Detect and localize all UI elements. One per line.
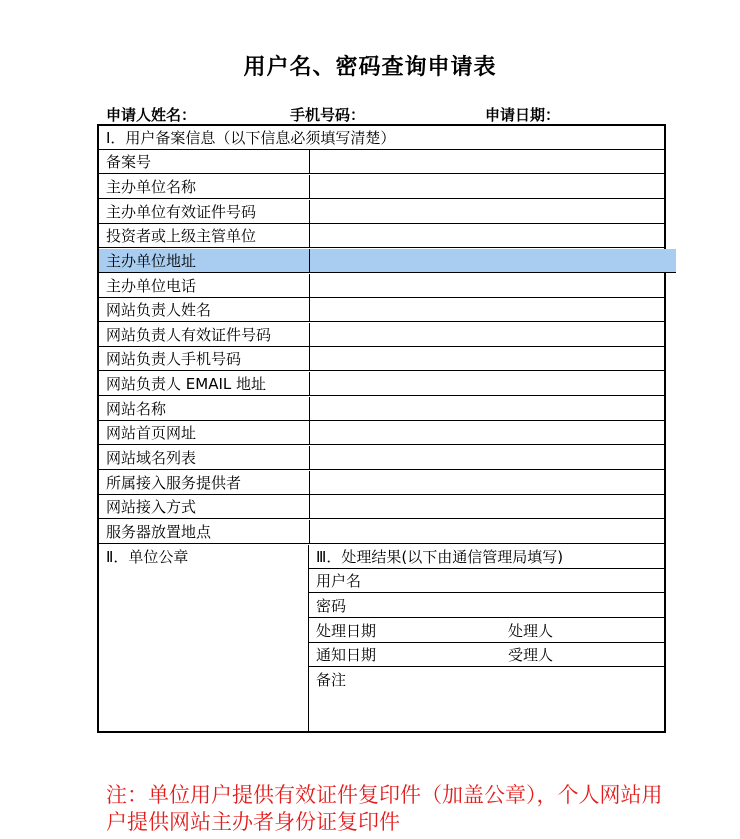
form-row-manager-email[interactable] (99, 372, 664, 396)
form-row-server-location[interactable] (99, 520, 664, 544)
form-row-organizer-address-selected[interactable] (99, 249, 676, 273)
result-row-remarks[interactable] (309, 668, 664, 733)
row-value-cell[interactable] (309, 495, 664, 518)
row-value-cell[interactable] (309, 520, 664, 543)
row-label: 服务器放置地点 (106, 523, 212, 541)
processor-label: 处理人 (508, 622, 554, 640)
row-label: 主办单位电话 (106, 277, 197, 295)
row-value-cell[interactable] (309, 274, 664, 297)
form-row-manager-name[interactable] (99, 298, 664, 322)
row-label: 主办单位地址 (106, 252, 197, 270)
row-value-cell[interactable] (309, 446, 664, 469)
row-label: 网站负责人 EMAIL 地址 (106, 375, 266, 393)
form-row-access-method[interactable] (99, 495, 664, 519)
form-row-manager-id[interactable] (99, 323, 664, 347)
row-label: 网站接入方式 (106, 498, 197, 516)
row-label: 网站负责人姓名 (106, 301, 212, 319)
result-row-notify[interactable] (309, 643, 664, 667)
row-value-cell[interactable] (309, 471, 664, 494)
row-value-cell[interactable] (309, 323, 664, 346)
row-label: 网站域名列表 (106, 449, 197, 467)
form-row-investor[interactable] (99, 224, 664, 248)
remarks-label: 备注 (316, 671, 347, 689)
row-value-cell[interactable] (309, 298, 664, 321)
row-label: 投资者或上级主管单位 (106, 227, 257, 245)
form-row-access-provider[interactable] (99, 471, 664, 495)
row-label: 备案号 (106, 153, 152, 171)
row-value-cell[interactable] (309, 150, 664, 173)
result-row-process[interactable] (309, 619, 664, 643)
result-row-password[interactable] (309, 594, 664, 618)
form-row-site-name[interactable] (99, 397, 664, 421)
date-label: 申请日期： (485, 106, 561, 124)
form-row-filing-number[interactable] (99, 150, 664, 174)
seal-section-header: Ⅱ．单位公章 (106, 548, 189, 566)
seal-section[interactable] (99, 545, 309, 731)
row-value-cell[interactable] (309, 249, 676, 272)
form-row-organizer-id[interactable] (99, 200, 664, 224)
row-value-cell[interactable] (309, 224, 664, 247)
application-form-table (97, 124, 666, 733)
row-label: 网站负责人手机号码 (106, 350, 242, 368)
password-label: 密码 (316, 597, 347, 615)
row-value-cell[interactable] (309, 200, 664, 223)
form-row-domain-list[interactable] (99, 446, 664, 470)
form-row-organizer-name[interactable] (99, 175, 664, 199)
process-date-label: 处理日期 (316, 622, 377, 640)
row-label: 所属接入服务提供者 (106, 474, 242, 492)
form-title: 用户名、密码查询申请表 (243, 55, 497, 80)
footnote: 注：单位用户提供有效证件复印件（加盖公章），个人网站用户提供网站主办者身份证复印件 (106, 783, 663, 834)
row-value-cell[interactable] (309, 397, 664, 420)
row-value-cell[interactable] (309, 372, 664, 395)
result-row-username[interactable] (309, 569, 664, 593)
row-label: 网站名称 (106, 400, 167, 418)
receiver-label: 受理人 (508, 646, 554, 664)
notify-date-label: 通知日期 (316, 646, 377, 664)
row-label: 网站首页网址 (106, 424, 197, 442)
section1-header: Ⅰ．用户备案信息（以下信息必须填写清楚） (99, 126, 664, 150)
form-row-organizer-phone[interactable] (99, 274, 664, 298)
row-value-cell[interactable] (309, 421, 664, 444)
row-value-cell[interactable] (309, 347, 664, 370)
applicant-name-label: 申请人姓名： (106, 106, 197, 124)
form-row-manager-mobile[interactable] (99, 347, 664, 371)
row-label: 主办单位名称 (106, 178, 197, 196)
row-value-cell[interactable] (309, 175, 664, 198)
phone-label: 手机号码： (290, 106, 366, 124)
row-label: 网站负责人有效证件号码 (106, 326, 272, 344)
form-row-homepage-url[interactable] (99, 421, 664, 445)
row-label: 主办单位有效证件号码 (106, 203, 257, 221)
result-section-header: Ⅲ．处理结果(以下由通信管理局填写) (309, 545, 664, 569)
username-label: 用户名 (316, 572, 362, 590)
